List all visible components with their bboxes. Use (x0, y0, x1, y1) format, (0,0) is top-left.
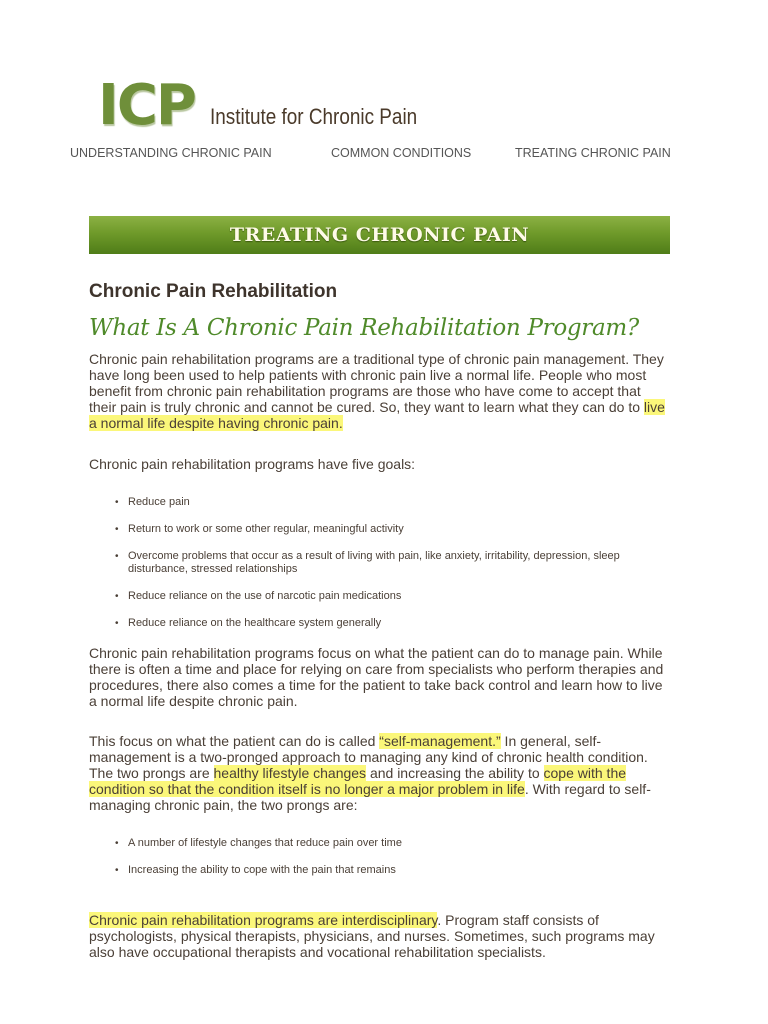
nav-understanding-chronic-pain[interactable]: UNDERSTANDING CHRONIC PAIN (70, 146, 272, 160)
intro-text: Chronic pain rehabilitation programs are a traditional type of chronic pain management. They have long been used to help patients with chronic pain live a normal life. People who most benefit from chronic pain rehabilitation programs are those who have come to accept that their pain is truly chronic and cannot be cured. So, they want to learn what they can do to (89, 351, 664, 415)
sm-highlight-1: “self-management.” (379, 733, 501, 749)
interdisciplinary-paragraph (89, 912, 671, 960)
logo-mark: ICP (98, 73, 195, 138)
article-heading: What Is A Chronic Pain Rehabilitation Program? (89, 315, 639, 341)
goals-list (89, 496, 671, 630)
interdisciplinary-text: . Program staff consists of psychologists, physical therapists, physicians, and nurses. Sometimes, such programs may also have occupational therapists and vocational rehabilitation specialists. (89, 912, 655, 960)
sm-text-3: and increasing the ability to (366, 765, 544, 781)
banner-title: TREATING CHRONIC PAIN (229, 224, 530, 246)
sm-highlight-3: cope with the condition so that the condition itself is no longer a major problem in life (89, 765, 627, 797)
sm-highlight-2: healthy lifestyle changes (213, 765, 367, 781)
interdisciplinary-highlight: Chronic pain rehabilitation programs are interdisciplinary (89, 912, 438, 928)
section-banner (89, 216, 670, 254)
nav-common-conditions[interactable]: COMMON CONDITIONS (331, 146, 472, 160)
self-management-paragraph (89, 733, 671, 813)
list-item: • Return to work or some other regular, meaningful activity (128, 523, 671, 536)
intro-highlight: live a normal life despite having chronic pain. (89, 399, 665, 431)
logo-text: Institute for Chronic Pain (210, 104, 418, 129)
section-title: Chronic Pain Rehabilitation (89, 281, 338, 302)
intro-paragraph (89, 351, 671, 431)
prongs-list (89, 837, 671, 877)
list-item: • Reduce reliance on the healthcare system generally (128, 617, 671, 630)
sm-text-4: . With regard to self-managing chronic pain, the two prongs are: (89, 781, 651, 813)
nav-treating-chronic-pain[interactable]: TREATING CHRONIC PAIN (515, 146, 671, 160)
sm-text-1: This focus on what the patient can do is called (89, 733, 380, 749)
sm-text-2: In general, self-management is a two-pronged approach to managing any kind of chronic health condition. The two prongs are (89, 733, 648, 781)
list-item: • A number of lifestyle changes that reduce pain over time (128, 837, 671, 850)
article (89, 280, 671, 960)
focus-paragraph: Chronic pain rehabilitation programs focus on what the patient can do to manage pain. While there is often a time and place for relying on care from specialists who perform therapies and procedures, there also comes a time for the patient to take back control and learn how to live a normal life despite chronic pain. (89, 645, 664, 709)
list-item: • Reduce pain (128, 496, 671, 509)
main-nav (0, 146, 768, 162)
list-item: • Overcome problems that occur as a result of living with pain, like anxiety, irritability, depression, sleep disturbance, stressed relationships (128, 550, 671, 576)
list-item: • Increasing the ability to cope with the pain that remains (128, 864, 671, 877)
list-item: • Reduce reliance on the use of narcotic pain medications (128, 590, 671, 603)
goals-intro: Chronic pain rehabilitation programs have five goals: (89, 456, 416, 472)
